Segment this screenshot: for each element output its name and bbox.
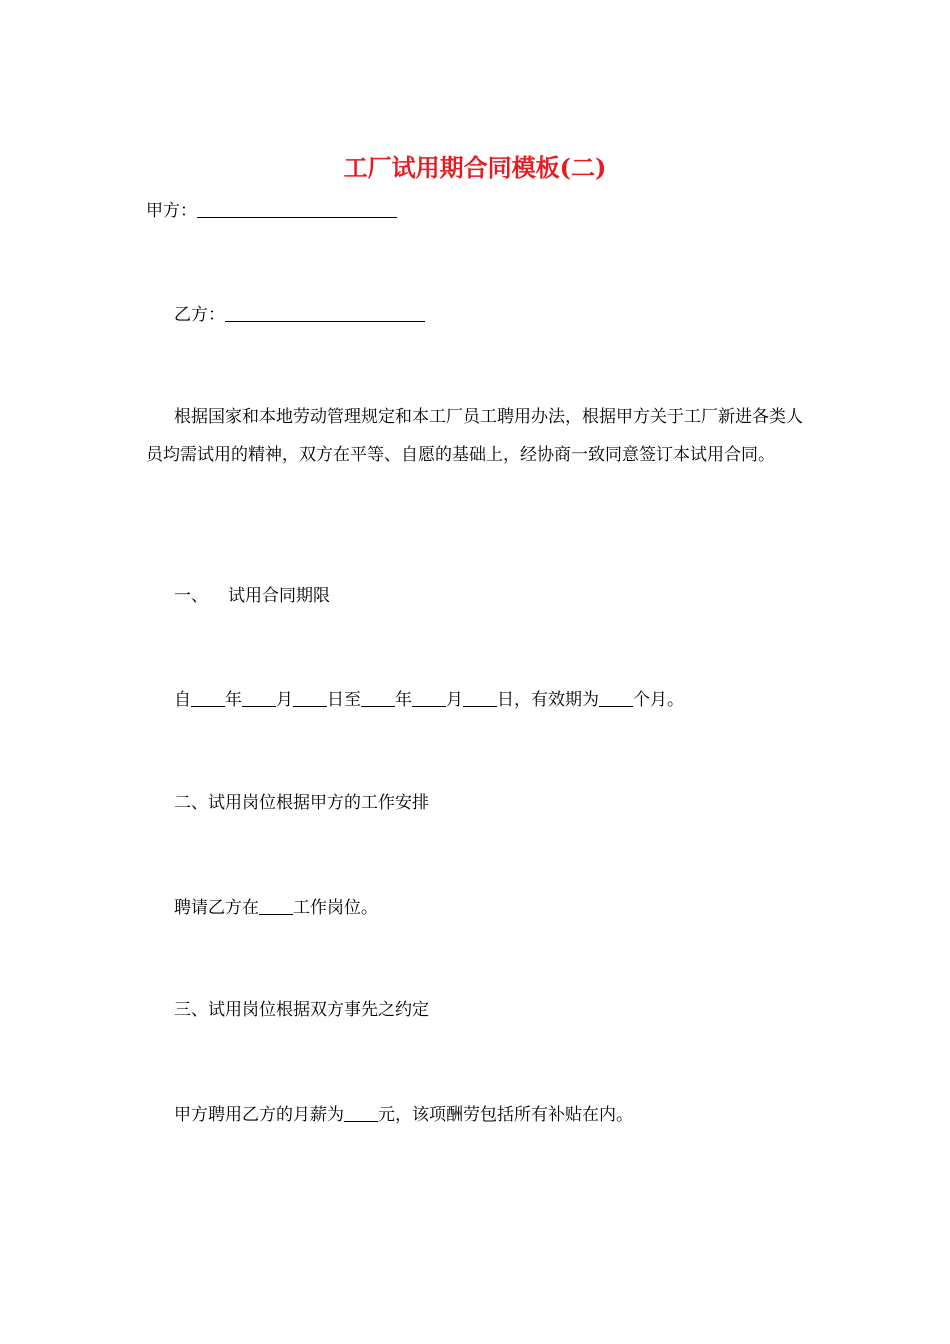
party-a-blank[interactable] (197, 199, 397, 218)
period-day-end: 日，有效期为 (497, 690, 599, 710)
intro-paragraph: 根据国家和本地劳动管理规定和本工厂员工聘用办法，根据甲方关于工厂新进各类人员均需试用的精神，双方在平等、自愿的基础上，经协商一致同意签订本试用合同。 (146, 407, 803, 465)
section-1-heading (174, 583, 330, 609)
party-b-line (174, 302, 425, 328)
day-to-blank[interactable] (463, 688, 497, 707)
month-to-blank[interactable] (412, 688, 446, 707)
period-line (174, 687, 684, 713)
period-month-2: 月 (446, 690, 463, 710)
month-from-blank[interactable] (242, 688, 276, 707)
section-1-number: 一、 (174, 586, 208, 606)
period-from: 自 (174, 690, 191, 710)
section-2-heading: 二、试用岗位根据甲方的工作安排 (174, 793, 429, 813)
document-title: 工厂试用期合同模板(二) (343, 153, 607, 182)
position-suffix: 工作岗位。 (293, 898, 378, 918)
period-year-2: 年 (395, 690, 412, 710)
months-blank[interactable] (599, 688, 633, 707)
salary-blank[interactable] (344, 1103, 378, 1122)
salary-prefix: 甲方聘用乙方的月薪为 (174, 1105, 344, 1125)
party-a-line (146, 198, 397, 224)
period-year-1: 年 (225, 690, 242, 710)
year-to-blank[interactable] (361, 688, 395, 707)
position-prefix: 聘请乙方在 (174, 898, 259, 918)
section-1-title: 试用合同期限 (228, 586, 330, 606)
salary-line (174, 1102, 633, 1128)
day-from-blank[interactable] (293, 688, 327, 707)
section-3-heading: 三、试用岗位根据双方事先之约定 (174, 1000, 429, 1020)
position-line (174, 895, 378, 921)
salary-suffix: 元，该项酬劳包括所有补贴在内。 (378, 1105, 633, 1125)
year-from-blank[interactable] (191, 688, 225, 707)
party-b-label: 乙方： (174, 305, 225, 325)
party-b-blank[interactable] (225, 303, 425, 322)
party-a-label: 甲方： (146, 201, 197, 221)
period-day-to: 日至 (327, 690, 361, 710)
position-blank[interactable] (259, 896, 293, 915)
period-months-suffix: 个月。 (633, 690, 684, 710)
period-month-1: 月 (276, 690, 293, 710)
